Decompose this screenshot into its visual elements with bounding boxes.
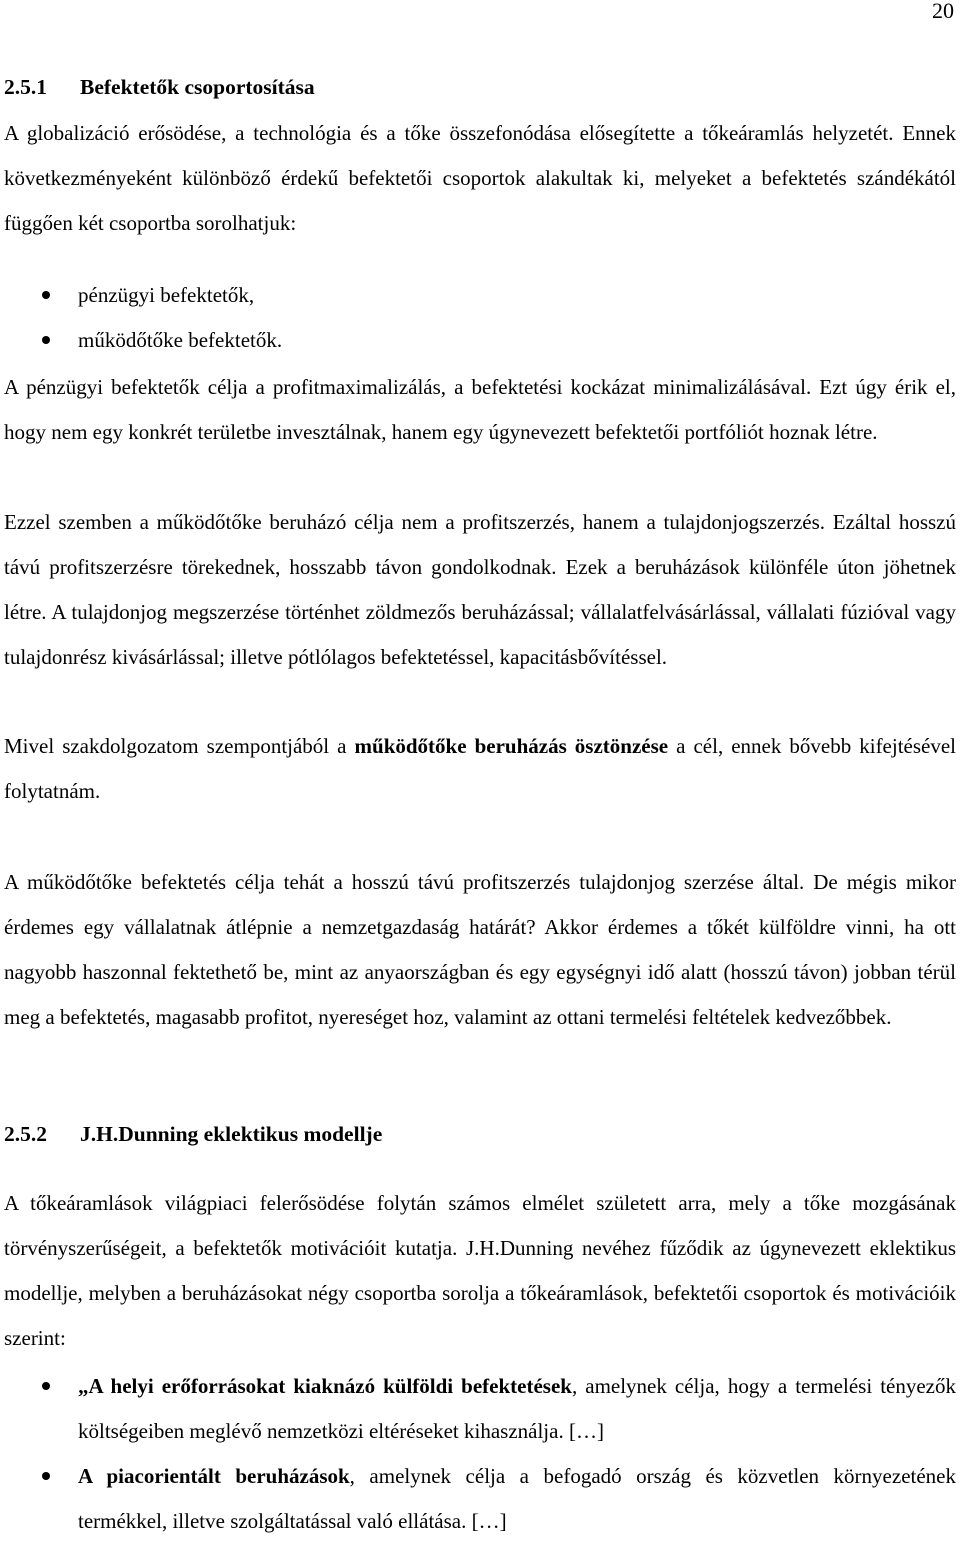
section-heading-2-5-1 (4, 74, 315, 100)
paragraph-financial-investors: A pénzügyi befektetők célja a profitmaximalizálás, a befektetési kockázat minimalizálásával. Ezt úgy érik el, hogy nem egy konkrét területbe invesztálnak, hanem egy úgynevezett befektetői portfóliót hoznak létre. (4, 375, 956, 444)
section-number: 2.5.2 (4, 1122, 47, 1146)
list-item-text: , amelynek célja, hogy a termelési tényezők költségeiben meglévő nemzetközi eltéréseket kihasználja. […] (78, 1374, 956, 1443)
list-item (0, 1364, 956, 1454)
paragraph-fdi-investors: Ezzel szemben a működőtőke beruházó célja nem a profitszerzés, hanem a tulajdonjogszerzés. Ezáltal hosszú távú profitszerzésre törekednek, hosszabb távon gondolkodnak. Ezek a beruházások különféle úton jöhetnek létre. A tulajdonjog megszerzése történhet zöldmezős beruházással; vállalatfelvásárlással, vállalati fúzióval vagy tulajdonrész kivásárlással; illetve pótlólagos befektetéssel, kapacitásbővítéssel. (4, 510, 956, 669)
bullet-icon (42, 1382, 50, 1390)
text: a cél, ennek bővebb kifejtésével folytatnám. (4, 734, 957, 803)
paragraph-intro: A globalizáció erősödése, a technológia és a tőke összefonódása elősegítette a tőkeáramlás helyzetét. Ennek következményeként különböző érdekű befektetői csoportok alakultak ki, melyeket a befektetés szándékától függően két csoportba sorolhatjuk: (4, 121, 956, 235)
emphasis-text: működőtőke beruházás ösztönzése (354, 734, 669, 758)
list-item (0, 273, 956, 318)
section-title: J.H.Dunning eklektikus modellje (80, 1122, 383, 1146)
list-item-text: pénzügyi befektetők, (78, 283, 255, 307)
paragraph-dunning-intro: A tőkeáramlások világpiaci felerősödése folytán számos elmélet született arra, mely a tőke mozgásának törvényszerűségeit, a befektetők motivációit kutatja. J.H.Dunning nevéhez fűződik az úgynevezett eklektikus modellje, melyben a beruházásokat négy csoportba sorolja a tőkeáramlások, befektetői csoportok és motivációik szerint: (4, 1191, 956, 1350)
list-item-bold: „A helyi erőforrásokat kiaknázó külföldi befektetések (78, 1374, 572, 1398)
page-number: 20 (932, 0, 954, 23)
bullet-icon (42, 336, 50, 344)
section-title: Befektetők csoportosítása (80, 75, 315, 99)
paragraph-fdi-goal: A működőtőke befektetés célja tehát a hosszú távú profitszerzés tulajdonjog szerzése által. De mégis mikor érdemes egy vállalatnak átlépnie a nemzetgazdaság határát? Akkor érdemes a tőkét külföldre vinni, ha ott nagyobb haszonnal fektethető be, mint az anyaországban és egy egységnyi idő alatt (hosszú távon) jobban térül meg a befektetés, magasabb profitot, nyereséget hoz, valamint az ottani termelési feltételek kedvezőbbek. (4, 870, 956, 1029)
list-item-text: működőtőke befektetők. (78, 328, 283, 352)
list-item (0, 318, 956, 363)
text: Mivel szakdolgozatom szempontjából a (4, 734, 355, 758)
list-item-text: , amelynek célja a befogadó ország és közvetlen környezetének termékkel, illetve szolgáltatással való ellátása. […] (78, 1464, 956, 1533)
dunning-categories-list (0, 1364, 956, 1544)
list-item-bold: A piacorientált beruházások (78, 1464, 350, 1488)
section-number: 2.5.1 (4, 75, 47, 99)
paragraph-thesis-focus (4, 724, 956, 814)
section-heading-2-5-2 (4, 1121, 383, 1147)
investor-types-list (0, 273, 956, 363)
bullet-icon (42, 1472, 50, 1480)
bullet-icon (42, 291, 50, 299)
list-item (0, 1454, 956, 1544)
